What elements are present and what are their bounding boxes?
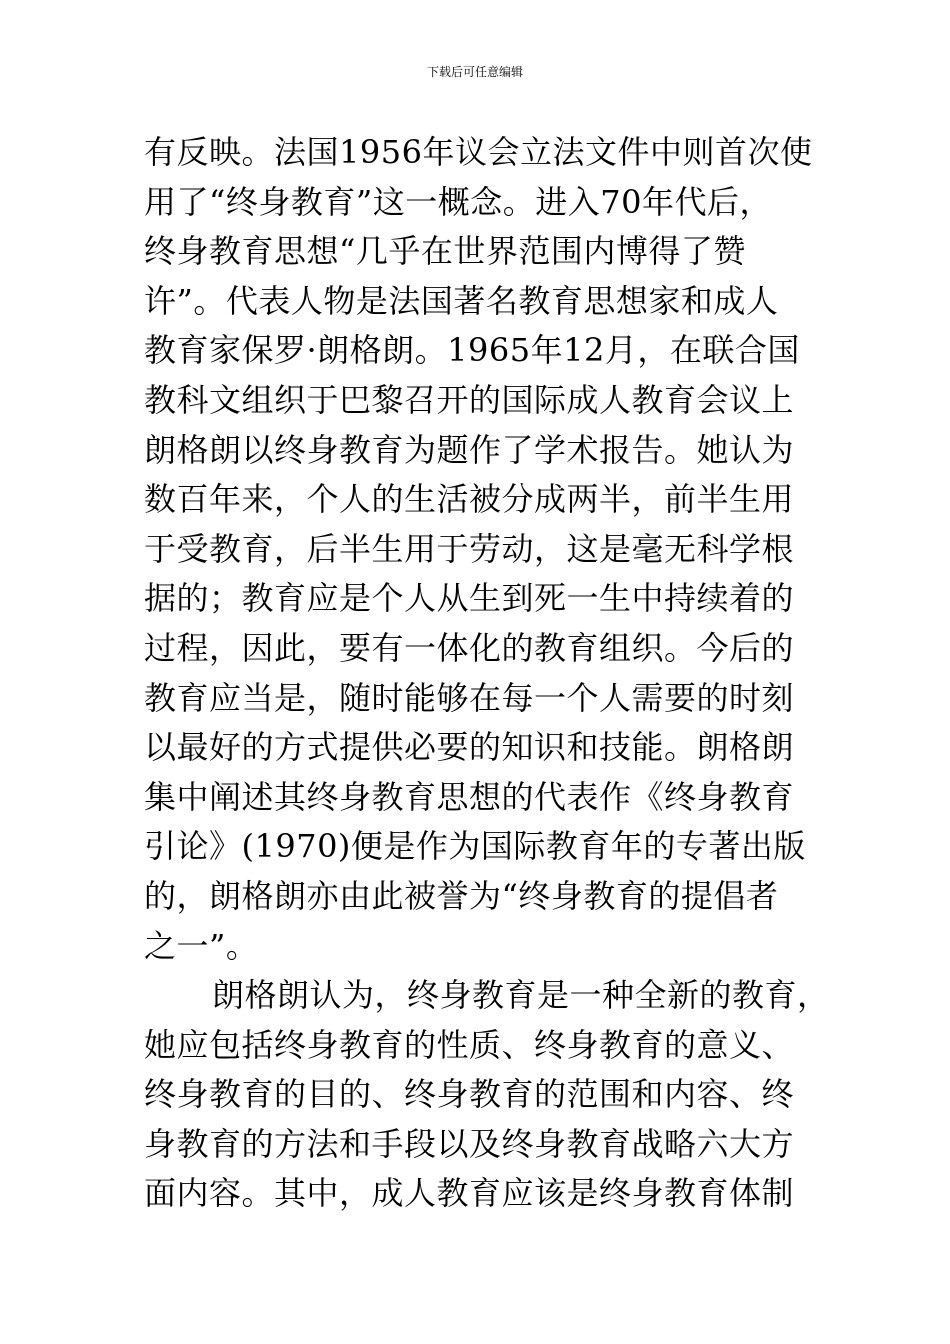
text-line: 有反映。法国1956年议会立法文件中则首次使 xyxy=(144,133,813,171)
text-line: 以最好的方式提供必要的知识和技能。朗格朗 xyxy=(144,728,795,767)
page-header: 下载后可任意编辑 xyxy=(426,65,523,79)
text-line: 她应包括终身教育的性质、终身教育的意义、 xyxy=(144,1025,795,1064)
text-line: 用了“终身教育”这一概念。进入70年代后， xyxy=(144,182,772,221)
text-line: 朗格朗以终身教育为题作了学术报告。她认为 xyxy=(144,430,795,469)
text-line: 据的；教育应是个人从生到死一生中持续着的 xyxy=(144,579,795,618)
text-line: 于受教育，后半生用于劳动，这是毫无科学根 xyxy=(144,529,795,568)
text-line: 的，朗格朗亦由此被誉为“终身教育的提倡者 xyxy=(144,876,779,915)
text-line: 终身教育思想“几乎在世界范围内博得了赞 xyxy=(144,232,746,271)
body-text xyxy=(144,128,830,1219)
text-line: 许”。代表人物是法国著名教育思想家和成人 xyxy=(144,281,779,320)
text-line: 教育家保罗·朗格朗。1965年12月，在联合国 xyxy=(144,331,800,370)
text-line: 引论》(1970)便是作为国际教育年的专著出版 xyxy=(144,827,806,866)
paragraph-first-line: 朗格朗认为，终身教育是一种全新的教育， xyxy=(212,976,830,1015)
text-line: 集中阐述其终身教育思想的代表作《终身教育 xyxy=(144,777,795,816)
text-line: 之一”。 xyxy=(144,926,259,965)
text-line: 教科文组织于巴黎召开的国际成人教育会议上 xyxy=(144,380,795,419)
text-line: 身教育的方法和手段以及终身教育战略六大方 xyxy=(144,1124,795,1163)
text-line: 数百年来，个人的生活被分成两半，前半生用 xyxy=(144,480,795,519)
text-line: 教育应当是，随时能够在每一个人需要的时刻 xyxy=(144,678,795,717)
text-line: 过程，因此，要有一体化的教育组织。今后的 xyxy=(144,628,795,667)
text-line: 终身教育的目的、终身教育的范围和内容、终 xyxy=(144,1075,795,1114)
text-line: 面内容。其中，成人教育应该是终身教育体制 xyxy=(144,1174,795,1213)
